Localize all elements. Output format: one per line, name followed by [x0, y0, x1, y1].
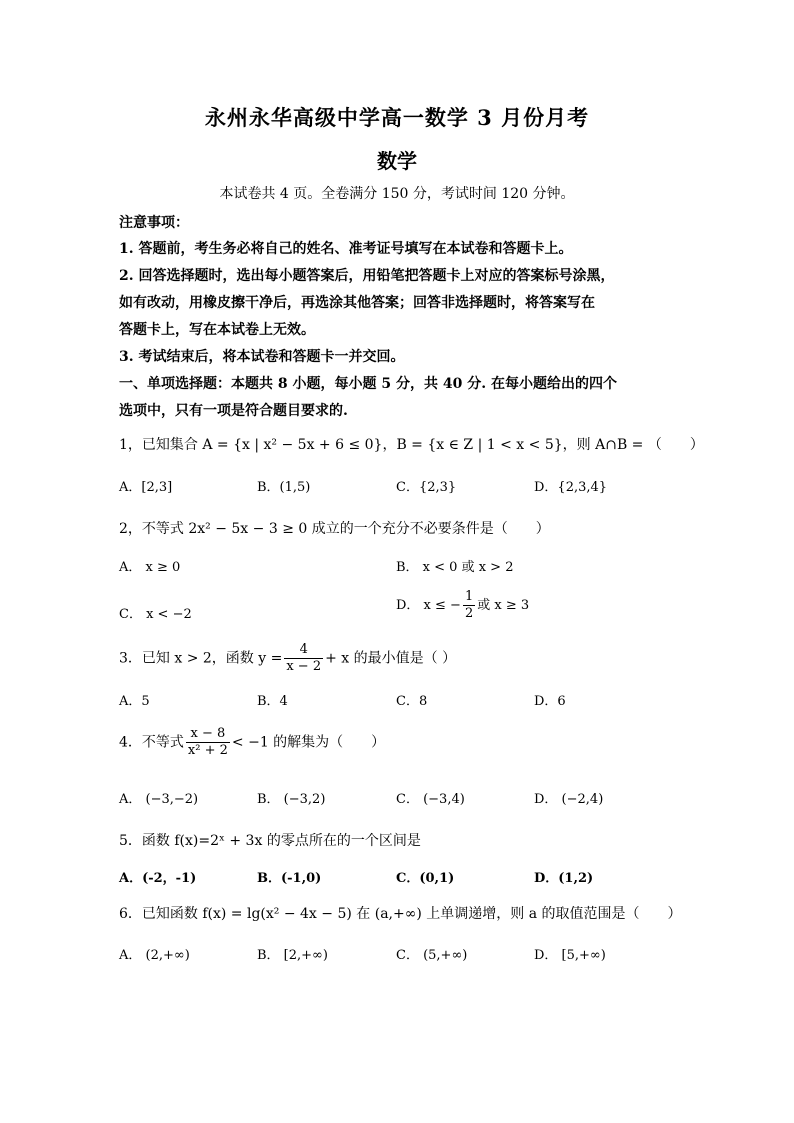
question-4-stem — [119, 726, 385, 759]
question-4-option-d: D． (−2,4) — [534, 792, 604, 807]
question-2-option-a: A． x ≥ 0 — [119, 560, 181, 575]
question-4-option-c: C． (−3,4) — [396, 792, 465, 807]
question-6-option-a: A． (2,+∞) — [119, 948, 190, 963]
section-heading: 一、单项选择题：本题共 8 小题，每小题 5 分，共 40 分. 在每小题给出的四个 — [119, 376, 617, 392]
notes-heading: 注意事项： — [119, 215, 189, 231]
exam-subject: 数学 — [377, 149, 417, 173]
option-d-prefix: D． x ≤ − — [396, 598, 461, 613]
fraction-denominator: 2 — [464, 606, 474, 621]
note-item: 1. 答题前，考生务必将自己的姓名、准考证号填写在本试卷和答题卡上。 — [119, 241, 573, 257]
question-3-option-a: A．5 — [119, 694, 150, 709]
fraction-denominator: x − 2 — [286, 659, 322, 674]
question-2-option-b: B． x < 0 或 x > 2 — [396, 560, 514, 575]
question-3-stem — [119, 642, 456, 675]
question-1-option-b: B．(1,5) — [257, 480, 311, 495]
question-2-option-d — [396, 589, 529, 622]
note-item: 如有改动，用橡皮擦干净后，再选涂其他答案；回答非选择题时，将答案写在 — [119, 295, 595, 311]
question-5-stem: 5．函数 f(x)=2ˣ + 3x 的零点所在的一个区间是 — [119, 833, 421, 849]
question-4-option-a: A． (−3,−2) — [119, 792, 199, 807]
exam-title: 永州永华高级中学高一数学 3 月份月考 — [204, 105, 590, 130]
question-5-option-d: D．(1,2) — [534, 871, 594, 886]
question-3-option-d: D．6 — [534, 694, 566, 709]
fraction-numerator: 1 — [464, 589, 474, 604]
fraction-numerator: 4 — [284, 642, 323, 659]
fraction — [186, 726, 230, 759]
question-6-option-c: C． (5,+∞) — [396, 948, 468, 963]
question-5-option-b: B．(-1,0) — [257, 871, 322, 886]
fraction-numerator: x − 8 — [186, 726, 230, 743]
question-2-option-c: C． x < −2 — [119, 607, 192, 622]
question-3-option-c: C．8 — [396, 694, 428, 709]
note-item: 答题卡上，写在本试卷上无效。 — [119, 322, 315, 338]
question-2-stem: 2，不等式 2x² − 5x − 3 ≥ 0 成立的一个充分不必要条件是（ ） — [119, 521, 550, 537]
question-1-stem: 1，已知集合 A = {x | x² − 5x + 6 ≤ 0}，B = {x ∈ Z | 1 < x < 5}，则 A∩B = （ ） — [119, 437, 704, 453]
stem-suffix: + x 的最小值是（ ） — [325, 650, 457, 667]
question-6-option-d: D． [5,+∞) — [534, 948, 606, 963]
stem-prefix: 4．不等式 — [119, 734, 184, 751]
question-5-option-a: A．(-2，-1) — [119, 871, 197, 886]
fraction — [463, 589, 475, 622]
question-1-option-d: D．{2,3,4} — [534, 480, 608, 495]
exam-info: 本试卷共 4 页。全卷满分 150 分，考试时间 120 分钟。 — [219, 186, 575, 202]
question-5-option-c: C．(0,1) — [396, 871, 455, 886]
note-item: 2. 回答选择题时，选出每小题答案后，用铅笔把答题卡上对应的答案标号涂黑， — [119, 268, 615, 284]
question-1-option-c: C．{2,3} — [396, 480, 457, 495]
question-3-option-b: B．4 — [257, 694, 288, 709]
fraction — [284, 642, 323, 675]
note-item: 3. 考试结束后，将本试卷和答题卡一并交回。 — [119, 349, 405, 365]
question-6-option-b: B． [2,+∞) — [257, 948, 328, 963]
fraction-denominator: x² + 2 — [187, 743, 228, 758]
stem-suffix: < −1 的解集为（ ） — [231, 734, 386, 751]
option-d-suffix: 或 x ≥ 3 — [477, 598, 530, 613]
question-4-option-b: B． (−3,2) — [257, 792, 326, 807]
question-1-option-a: A．[2,3] — [119, 480, 173, 495]
question-6-stem: 6．已知函数 f(x) = lg(x² − 4x − 5) 在 (a,+∞) 上单调递增，则 a 的取值范围是（ ） — [119, 906, 682, 922]
section-heading-cont: 选项中，只有一项是符合题目要求的. — [119, 403, 348, 419]
stem-prefix: 3．已知 x > 2，函数 y = — [119, 650, 283, 667]
